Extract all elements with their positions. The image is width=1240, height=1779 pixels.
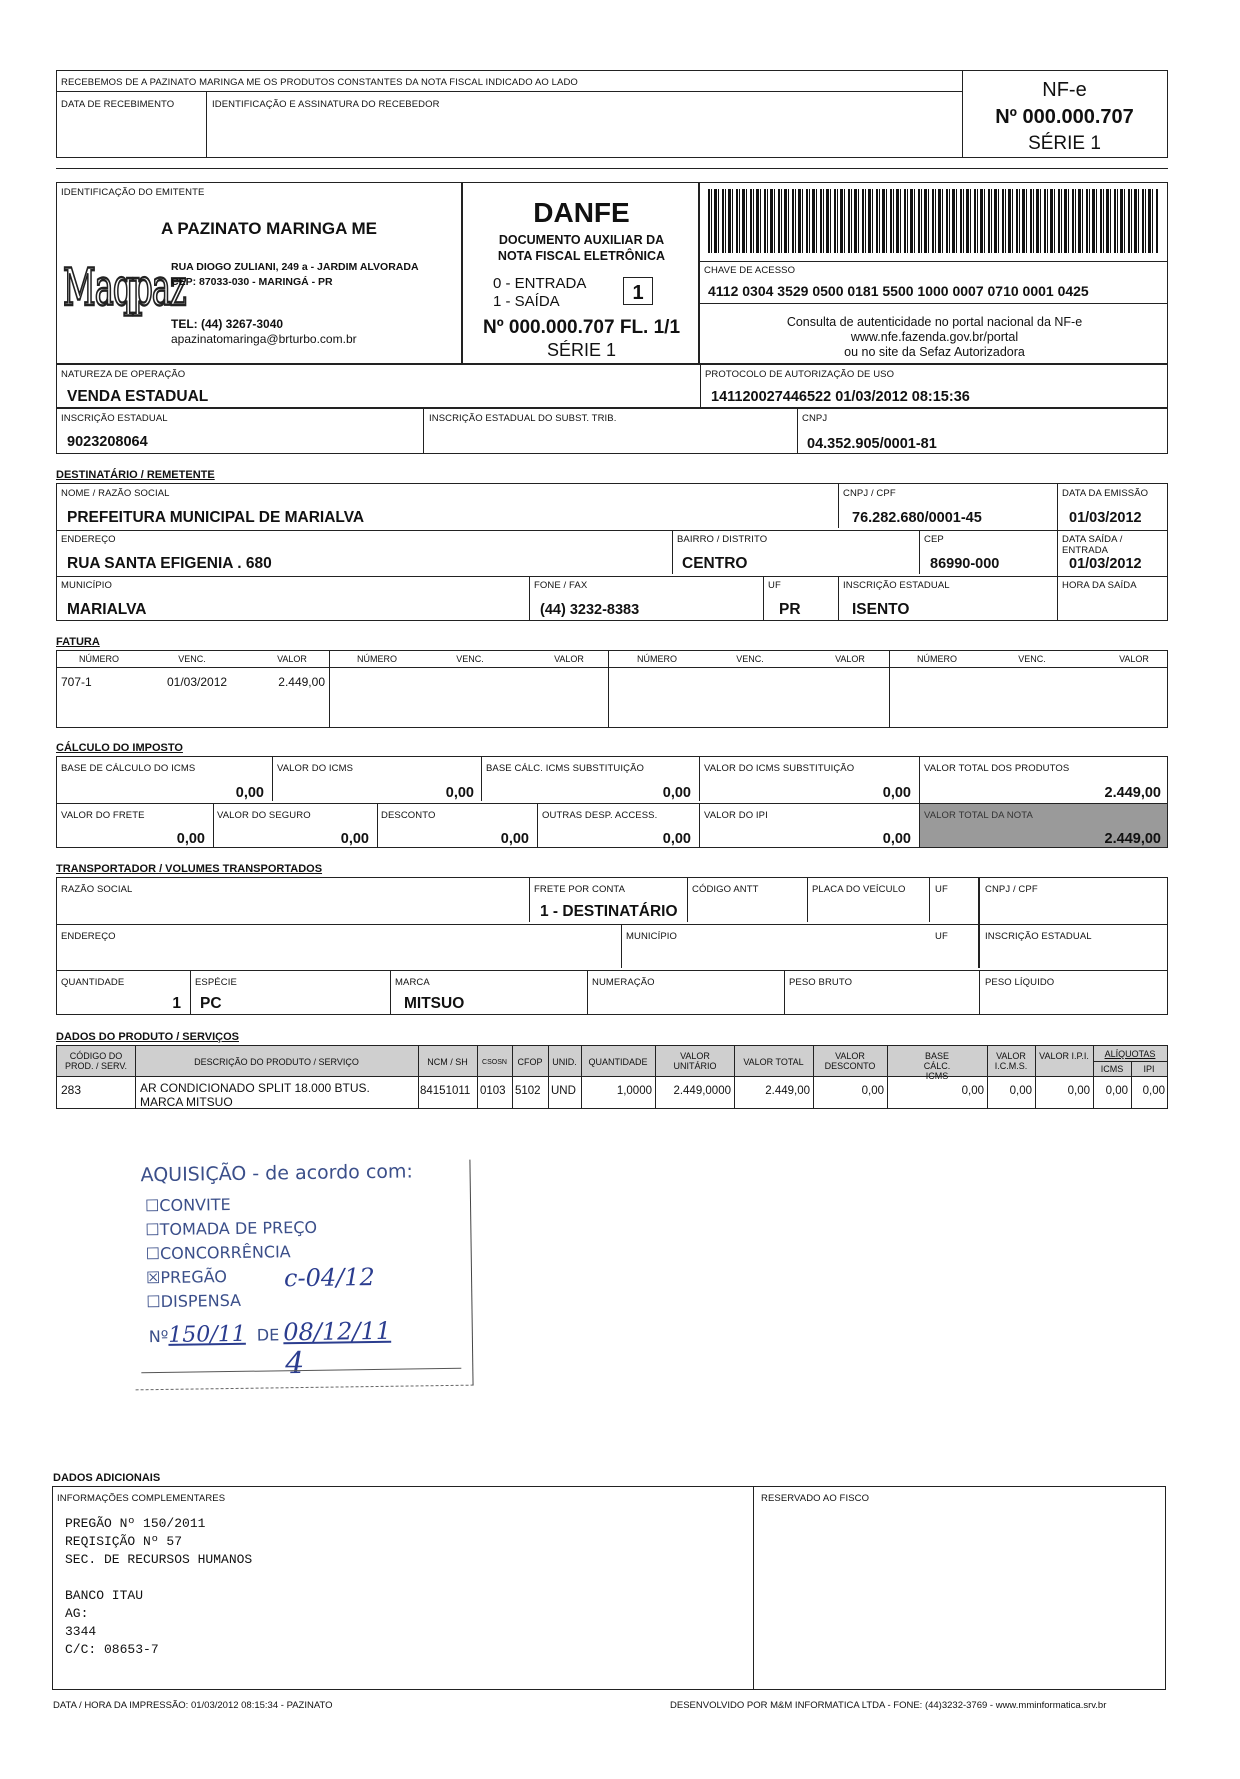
info-label: INFORMAÇÕES COMPLEMENTARES — [57, 1493, 226, 1504]
stamp-convite-label: CONVITE — [159, 1195, 231, 1215]
stamp-anotacao: c-04/12 — [283, 1262, 375, 1293]
canhoto-ident-label: IDENTIFICAÇÃO E ASSINATURA DO RECEBEDOR — [212, 99, 440, 110]
dest-nome: PREFEITURA MUNICIPAL DE MARIALVA — [67, 509, 365, 526]
total-prod-label: VALOR TOTAL DOS PRODUTOS — [924, 763, 1070, 774]
fatura-h-numero-3: NÚMERO — [637, 654, 677, 664]
danfe-title: DANFE — [533, 197, 630, 228]
prod-vicms: 0,00 — [1009, 1085, 1032, 1097]
prod-h-qtd: QUANTIDADE — [588, 1057, 648, 1067]
natureza-valor: VENDA ESTADUAL — [67, 388, 209, 405]
outras: 0,00 — [662, 831, 691, 847]
dest-endereco: RUA SANTA EFIGENIA . 680 — [67, 555, 272, 572]
prod-h-vdesc: VALOR DESCONTO — [824, 1051, 876, 1071]
destinatario-section: DESTINATÁRIO / REMETENTE — [56, 469, 215, 481]
total-nota: 2.449,00 — [1104, 831, 1161, 847]
dashed-separator — [56, 168, 1168, 169]
dest-bairro-label: BAIRRO / DISTRITO — [677, 534, 768, 545]
fatura-h-venc: VENC. — [178, 654, 206, 664]
danfe-entrada: 0 - ENTRADA — [493, 275, 587, 292]
prod-vipi: 0,00 — [1067, 1085, 1090, 1097]
prod-h-vtotal: VALOR TOTAL — [743, 1057, 804, 1067]
chave-valor: 4112 0304 3529 0500 0181 5500 1000 0007 0710 0001 0425 — [708, 283, 1089, 299]
transp-liquido-label: PESO LÍQUIDO — [985, 977, 1055, 988]
chave-consulta1: Consulta de autenticidade no portal nacional da NF-e — [786, 315, 1083, 329]
stamp-tomada — [145, 1218, 317, 1239]
fatura-valor: 2.449,00 — [278, 675, 325, 689]
prod-h-vicms: VALOR I.C.M.S. — [994, 1051, 1028, 1071]
prod-h-cfop: CFOP — [517, 1057, 543, 1067]
base-icms: 0,00 — [235, 785, 264, 801]
dest-uf: PR — [779, 601, 801, 618]
prod-unid: UND — [551, 1085, 576, 1097]
transp-qtd-label: QUANTIDADE — [61, 977, 125, 988]
desconto-label: DESCONTO — [381, 810, 436, 821]
base-st: 0,00 — [662, 785, 691, 801]
info-linha-6: AG: — [65, 1606, 89, 1621]
fatura-venc: 01/03/2012 — [167, 675, 228, 689]
prod-vunit: 2.449,0000 — [673, 1085, 731, 1097]
canhoto-data-label: DATA DE RECEBIMENTO — [61, 99, 175, 110]
transp-qtd: 1 — [172, 995, 181, 1012]
dest-cnpj: 76.282.680/0001-45 — [852, 510, 982, 526]
danfe-tipo: 1 — [623, 277, 653, 305]
stamp-concorrencia-label: CONCORRÊNCIA — [159, 1242, 291, 1263]
fatura-numero: 707-1 — [61, 675, 92, 689]
info-linha-1: PREGÃO Nº 150/2011 — [65, 1516, 206, 1531]
info-linha-2: REQISIÇÃO Nº 57 — [65, 1534, 183, 1549]
danfe-box — [462, 182, 699, 364]
prod-h-vunit: VALOR UNITÁRIO — [673, 1051, 717, 1071]
stamp-numero-row — [149, 1317, 392, 1348]
transp-uf-label-2: UF — [935, 931, 948, 942]
danfe-saida: 1 - SAÍDA — [493, 293, 560, 310]
seguro-label: VALOR DO SEGURO — [217, 810, 311, 821]
stamp-pregao — [146, 1267, 227, 1287]
chave-consulta3: ou no site da Sefaz Autorizadora — [844, 345, 1025, 359]
prod-qtd: 1,0000 — [616, 1085, 652, 1097]
dest-cep: 86990-000 — [930, 556, 1000, 572]
dest-mun-label: MUNICÍPIO — [61, 580, 113, 591]
dest-fone: (44) 3232-8383 — [540, 602, 640, 618]
transp-razao-label: RAZÃO SOCIAL — [61, 884, 133, 895]
valor-icms: 0,00 — [445, 785, 474, 801]
transp-end-label: ENDEREÇO — [61, 931, 116, 942]
checkbox-empty-icon: ☐ — [145, 1243, 161, 1264]
cnpj-valor: 04.352.905/0001-81 — [807, 436, 937, 452]
transp-placa-label: PLACA DO VEÍCULO — [812, 884, 906, 895]
dest-hora-label: HORA DA SAÍDA — [1062, 580, 1137, 591]
danfe-numero: Nº 000.000.707 FL. 1/1 — [482, 317, 681, 338]
protocolo-label: PROTOCOLO DE AUTORIZAÇÃO DE USO — [705, 369, 895, 380]
rodape-impressao: DATA / HORA DA IMPRESSÃO: 01/03/2012 08:15:34 - PAZINATO — [53, 1700, 333, 1711]
fatura-h-valor: VALOR — [277, 654, 307, 664]
checkbox-empty-icon: ☐ — [146, 1291, 161, 1312]
dest-saida: 01/03/2012 — [1069, 556, 1142, 572]
emitente-label: IDENTIFICAÇÃO DO EMITENTE — [61, 187, 205, 198]
seguro: 0,00 — [340, 831, 369, 847]
emitente-cep: CEP: 87033-030 - MARINGÁ - PR — [171, 276, 333, 288]
prod-csosn: 0103 — [480, 1085, 506, 1097]
ie-label: INSCRIÇÃO ESTADUAL — [61, 413, 168, 424]
rodape-desenvolvido: DESENVOLVIDO POR M&M INFORMATICA LTDA - FONE: (44)3232-3769 - www.mminformatica.srv.br — [670, 1700, 1107, 1711]
transp-especie: PC — [200, 995, 222, 1012]
base-icms-label: BASE DE CÁLCULO DO ICMS — [61, 763, 196, 774]
checkbox-empty-icon: ☐ — [144, 1195, 160, 1216]
prod-ncm: 84151011 — [420, 1085, 471, 1097]
transp-antt-label: CÓDIGO ANTT — [692, 884, 759, 895]
danfe-serie: SÉRIE 1 — [546, 340, 617, 360]
prod-descricao1: AR CONDICIONADO SPLIT 18.000 BTUS. — [140, 1081, 370, 1095]
danfe-sub1: DOCUMENTO AUXILIAR DA — [498, 233, 665, 247]
emitente-email: apazinatomaringa@brturbo.com.br — [171, 332, 357, 346]
dest-nome-label: NOME / RAZÃO SOCIAL — [61, 488, 170, 499]
valor-st-label: VALOR DO ICMS SUBSTITUIÇÃO — [704, 763, 855, 774]
transp-cnpj-label: CNPJ / CPF — [985, 884, 1038, 895]
desconto: 0,00 — [500, 831, 529, 847]
stamp-convite — [145, 1195, 231, 1215]
stamp-data: 08/12/11 — [283, 1316, 392, 1347]
imposto-section: CÁLCULO DO IMPOSTO — [56, 742, 183, 754]
canhoto-serie: SÉRIE 1 — [1028, 133, 1101, 154]
cnpj-label: CNPJ — [802, 413, 828, 424]
fatura-section: FATURA — [56, 636, 100, 648]
fatura-h-venc-2: VENC. — [456, 654, 484, 664]
prod-aipi: 0,00 — [1142, 1085, 1165, 1097]
prod-base: 0,00 — [961, 1085, 984, 1097]
emitente-box — [56, 182, 462, 364]
fatura-h-numero: NÚMERO — [79, 654, 119, 664]
prod-vtotal: 2.449,00 — [765, 1085, 810, 1097]
emitente-endereco: RUA DIOGO ZULIANI, 249 a - JARDIM ALVORADA — [171, 261, 419, 273]
stamp-de: DE — [256, 1325, 280, 1345]
prod-vdesc: 0,00 — [861, 1085, 884, 1097]
dest-cnpj-label: CNPJ / CPF — [843, 488, 896, 499]
prod-h-codigo: CÓDIGO DO PROD. / SERV. — [64, 1051, 128, 1071]
barcode — [708, 189, 1158, 253]
dest-bairro: CENTRO — [682, 555, 748, 572]
canhoto — [56, 70, 1168, 158]
fatura-h-venc-3: VENC. — [736, 654, 764, 664]
frete: 0,00 — [176, 831, 205, 847]
stamp-numero-prefix: Nº — [148, 1326, 169, 1347]
iest-label: INSCRIÇÃO ESTADUAL DO SUBST. TRIB. — [429, 413, 617, 424]
stamp-rubrica: 4 — [284, 1345, 305, 1382]
emitente-tel: TEL: (44) 3267-3040 — [171, 317, 284, 331]
prod-h-unid: UNID. — [552, 1057, 577, 1067]
produtos-section: DADOS DO PRODUTO / SERVIÇOS — [56, 1031, 239, 1043]
stamp-dispensa-label: DISPENSA — [160, 1290, 242, 1311]
natureza-box — [56, 364, 1168, 408]
adicionais-box — [52, 1486, 1166, 1690]
produtos-table — [56, 1045, 1168, 1109]
info-linha-7: 3344 — [65, 1624, 97, 1639]
stamp-concorrencia — [146, 1242, 291, 1263]
prod-descricao2: MARCA MITSUO — [140, 1095, 233, 1109]
checkbox-checked-icon: ☒ — [145, 1267, 161, 1288]
stamp-dispensa — [146, 1291, 241, 1311]
transp-uf-label: UF — [935, 884, 948, 895]
inscricao-box — [56, 408, 1168, 454]
imposto-box — [56, 756, 1168, 848]
transp-frete: 1 - DESTINATÁRIO — [540, 903, 678, 920]
fatura-h-valor-3: VALOR — [835, 654, 865, 664]
aquisicao-stamp — [132, 1160, 473, 1391]
transp-frete-label: FRETE POR CONTA — [534, 884, 626, 895]
base-st-label: BASE CÁLC. ICMS SUBSTITUIÇÃO — [486, 763, 644, 774]
chave-label: CHAVE DE ACESSO — [704, 265, 796, 276]
dest-cep-label: CEP — [924, 534, 944, 545]
chave-consulta2: www.nfe.fazenda.gov.br/portal — [850, 330, 1019, 344]
prod-h-vipi: VALOR I.P.I. — [1039, 1051, 1089, 1061]
transp-ie-label: INSCRIÇÃO ESTADUAL — [985, 931, 1092, 942]
checkbox-empty-icon: ☐ — [145, 1219, 160, 1240]
dest-uf-label: UF — [768, 580, 781, 591]
transp-marca: MITSUO — [404, 995, 465, 1012]
canhoto-nfe: NF-e — [1042, 79, 1087, 101]
info-linha-8: C/C: 08653-7 — [65, 1642, 159, 1657]
fisco-label: RESERVADO AO FISCO — [761, 1493, 870, 1504]
stamp-titulo: AQUISIÇÃO - de acordo com: — [140, 1160, 414, 1187]
fatura-box — [56, 650, 1168, 728]
adicionais-section: DADOS ADICIONAIS — [53, 1472, 161, 1484]
emitente-logo: Maqpaz — [63, 257, 186, 318]
info-linha-3: SEC. DE RECURSOS HUMANOS — [65, 1552, 253, 1567]
canhoto-recebemos: RECEBEMOS DE A PAZINATO MARINGA ME OS PRODUTOS CONSTANTES DA NOTA FISCAL INDICADO AO LADO — [61, 77, 578, 88]
prod-h-csosn: CSOSN — [482, 1059, 507, 1066]
valor-st: 0,00 — [882, 785, 911, 801]
prod-h-aicms: ICMS — [1100, 1064, 1124, 1074]
natureza-label: NATUREZA DE OPERAÇÃO — [61, 369, 186, 380]
transp-marca-label: MARCA — [395, 977, 430, 988]
prod-codigo: 283 — [61, 1083, 82, 1097]
outras-label: OUTRAS DESP. ACCESS. — [542, 810, 658, 821]
transportador-box — [56, 877, 1168, 1015]
stamp-pregao-label: PREGÃO — [160, 1267, 228, 1287]
total-prod: 2.449,00 — [1104, 785, 1161, 801]
destinatario-box — [56, 483, 1168, 621]
frete-label: VALOR DO FRETE — [61, 810, 145, 821]
prod-h-base: BASE CÁLC. ICMS — [923, 1051, 951, 1081]
dest-ie: ISENTO — [852, 601, 910, 618]
prod-h-aliq: ALÍQUOTAS — [1104, 1049, 1156, 1059]
fatura-h-numero-2: NÚMERO — [357, 654, 397, 664]
dest-ie-label: INSCRIÇÃO ESTADUAL — [843, 580, 950, 591]
valor-icms-label: VALOR DO ICMS — [277, 763, 354, 774]
prod-h-ncm: NCM / SH — [427, 1057, 468, 1067]
dest-emissao-label: DATA DA EMISSÃO — [1062, 488, 1149, 499]
prod-h-descricao: DESCRIÇÃO DO PRODUTO / SERVIÇO — [194, 1057, 359, 1067]
transp-mun-label: MUNICÍPIO — [626, 931, 678, 942]
dest-emissao: 01/03/2012 — [1069, 510, 1142, 526]
stamp-numero: 150/11 — [168, 1321, 246, 1348]
dest-municipio: MARIALVA — [67, 601, 147, 618]
info-linha-5: BANCO ITAU — [65, 1588, 144, 1603]
fatura-h-valor-4: VALOR — [1119, 654, 1149, 664]
transportador-section: TRANSPORTADOR / VOLUMES TRANSPORTADOS — [56, 863, 323, 875]
fatura-h-venc-4: VENC. — [1018, 654, 1046, 664]
protocolo-valor: 141120027446522 01/03/2012 08:15:36 — [711, 389, 970, 405]
canhoto-numero: Nº 000.000.707 — [995, 106, 1134, 128]
danfe-sub2: NOTA FISCAL ELETRÔNICA — [497, 249, 666, 263]
transp-numeracao-label: NUMERAÇÃO — [592, 977, 655, 988]
dest-saida-label: DATA SAÍDA / ENTRADA — [1062, 534, 1123, 556]
transp-bruto-label: PESO BRUTO — [789, 977, 853, 988]
emitente-nome: A PAZINATO MARINGA ME — [161, 219, 377, 238]
ipi-label: VALOR DO IPI — [704, 810, 768, 821]
transp-especie-label: ESPÉCIE — [195, 977, 237, 988]
fatura-h-valor-2: VALOR — [554, 654, 584, 664]
chave-box — [699, 182, 1168, 364]
dest-end-label: ENDEREÇO — [61, 534, 116, 545]
ie-valor: 9023208064 — [67, 434, 148, 450]
prod-cfop: 5102 — [515, 1085, 541, 1097]
total-nota-label: VALOR TOTAL DA NOTA — [924, 810, 1033, 821]
dest-fone-label: FONE / FAX — [534, 580, 588, 591]
prod-aicms: 0,00 — [1105, 1085, 1128, 1097]
ipi: 0,00 — [882, 831, 911, 847]
fatura-h-numero-4: NÚMERO — [917, 654, 957, 664]
prod-h-aipi: IPI — [1143, 1064, 1155, 1074]
stamp-tomada-label: TOMADA DE PREÇO — [159, 1217, 318, 1239]
